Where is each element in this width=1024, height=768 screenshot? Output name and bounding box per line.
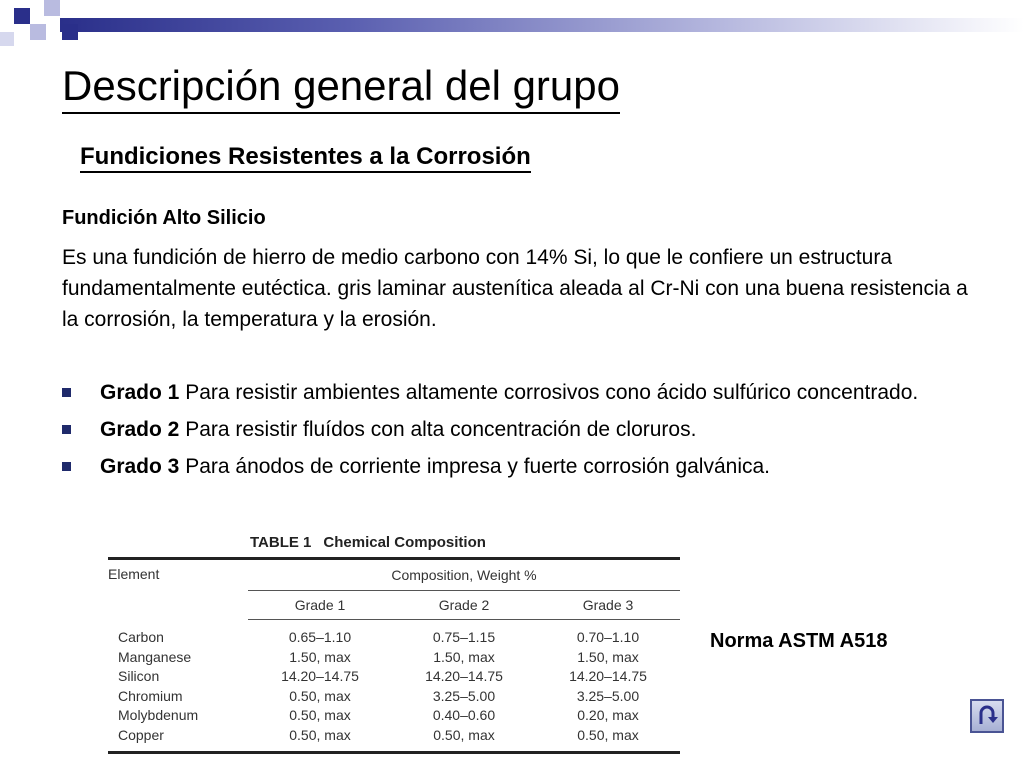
square-bullet-icon (62, 388, 71, 397)
header-decoration (0, 0, 1024, 60)
table-row (108, 706, 680, 726)
square-bullet-icon (62, 462, 71, 471)
return-button[interactable] (970, 699, 1004, 733)
element-name-cell: Chromium (118, 687, 183, 704)
grade-description: Para resistir ambientes altamente corrosivos cono ácido sulfúrico concentrado. (179, 381, 919, 404)
table-label: TABLE 1 (250, 534, 312, 551)
chemical-composition-table-image (108, 534, 680, 754)
grade-column-header: Grade 3 (536, 591, 680, 620)
header-square (30, 24, 46, 40)
table-caption (250, 534, 680, 551)
grade-column-header: Grade 2 (392, 591, 536, 620)
composition-value-cell: 14.20–14.75 (281, 668, 359, 684)
list-item (62, 377, 962, 408)
header-square (44, 0, 60, 16)
composition-table (108, 557, 680, 754)
composition-value-cell: 0.50, max (289, 687, 351, 704)
element-name-cell: Molybdenum (118, 707, 199, 723)
description-paragraph: Es una fundición de hierro de medio carbono con 14% Si, lo que le confiere un estructura fundamentalmente eutéctica. gris laminar austenítica aleada al Cr-Ni con una buena resistencia a la corrosión, la temperatura y la erosión. (62, 246, 968, 331)
composition-value-cell: 0.50, max (248, 726, 392, 753)
grade-column-header: Grade 1 (248, 591, 392, 620)
grade-name: Grado 2 (100, 418, 180, 441)
slide-title: Descripción general del grupo (62, 62, 620, 114)
slide-subtitle: Fundiciones Resistentes a la Corrosión (80, 143, 531, 173)
element-name-cell: Copper (108, 726, 248, 753)
grade-name: Grado 3 (100, 455, 180, 478)
composition-column-header: Composition, Weight % (248, 559, 680, 591)
composition-value-cell: 3.25–5.00 (432, 687, 496, 704)
grade-description: Para ánodos de corriente impresa y fuerte corrosión galvánica. (179, 455, 771, 478)
composition-value-cell: 1.50, max (433, 648, 495, 665)
composition-value-cell: 1.50, max (289, 648, 351, 665)
composition-value-cell: 0.50, max (289, 707, 351, 723)
composition-value-cell: 14.20–14.75 (425, 668, 503, 684)
grade-list (62, 377, 962, 488)
u-turn-arrow-icon (975, 704, 999, 728)
list-item (62, 414, 962, 445)
section-title: Fundición Alto Silicio (62, 207, 266, 229)
element-name-cell: Manganese (118, 648, 192, 665)
table-row (108, 726, 680, 753)
composition-value-cell: 0.40–0.60 (432, 707, 496, 723)
table-title: Chemical Composition (323, 534, 486, 551)
composition-value-cell: 0.65–1.10 (288, 629, 352, 645)
table-row (108, 667, 680, 687)
composition-value-cell: 0.50, max (392, 726, 536, 753)
square-bullet-icon (62, 425, 71, 434)
header-square (14, 8, 30, 24)
composition-value-cell: 0.50, max (536, 726, 680, 753)
element-column-header: Element (108, 559, 248, 620)
table-row (108, 620, 680, 648)
table-row (108, 648, 680, 668)
composition-value-cell: 0.70–1.10 (576, 629, 640, 645)
composition-value-cell: 0.75–1.15 (432, 629, 496, 645)
header-gradient-bar (60, 18, 1024, 32)
composition-value-cell: 1.50, max (577, 648, 639, 665)
header-square (62, 24, 78, 40)
header-square (0, 32, 14, 46)
element-name-cell: Carbon (118, 628, 164, 645)
standard-reference: Norma ASTM A518 (710, 630, 888, 652)
element-name-cell: Silicon (118, 668, 160, 684)
grade-name: Grado 1 (100, 381, 180, 404)
composition-value-cell: 0.20, max (577, 707, 639, 723)
list-item (62, 451, 962, 482)
composition-value-cell: 3.25–5.00 (576, 687, 640, 704)
grade-description: Para resistir fluídos con alta concentración de cloruros. (179, 418, 697, 441)
composition-value-cell: 14.20–14.75 (569, 668, 647, 684)
table-row (108, 687, 680, 707)
